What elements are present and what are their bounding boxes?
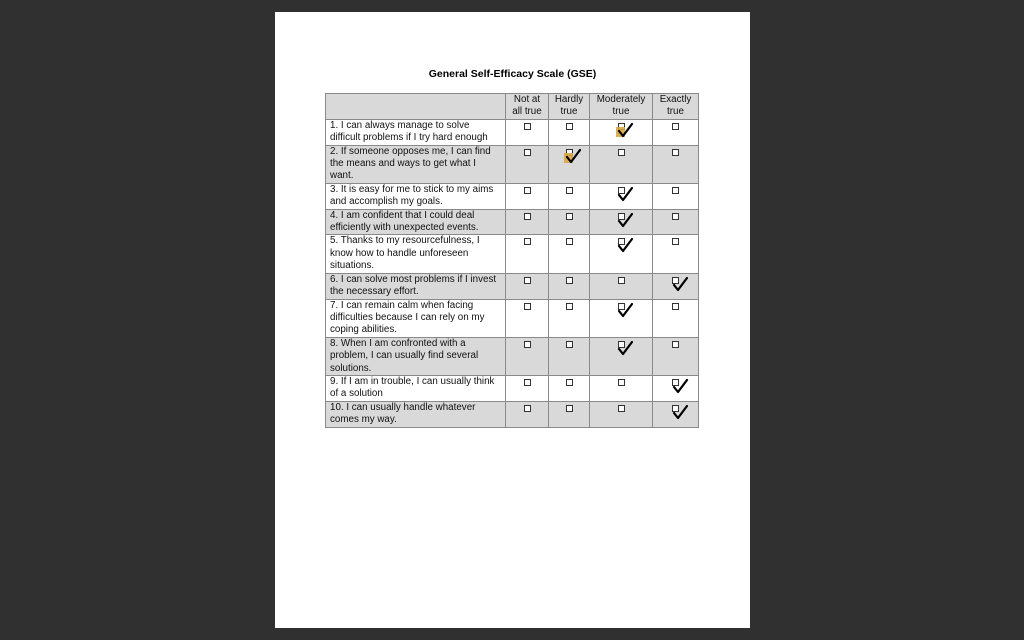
item-text: 7. I can remain calm when facing difficulties because I can rely on my coping abilities. (326, 299, 506, 337)
item-text: 2. If someone opposes me, I can find the means and ways to get what I want. (326, 145, 506, 183)
checkbox-icon[interactable] (524, 213, 531, 220)
option-cell-exactly-true[interactable] (653, 183, 699, 209)
checkbox-icon[interactable] (618, 123, 625, 130)
option-cell-not-at-all-true[interactable] (506, 375, 549, 401)
checkbox-icon[interactable] (672, 379, 679, 386)
checkbox-icon[interactable] (672, 238, 679, 245)
checkmark-icon (617, 186, 637, 202)
gse-table (325, 93, 699, 428)
checkbox-icon[interactable] (618, 379, 625, 386)
table-header-row (326, 94, 699, 120)
checkbox-icon[interactable] (566, 341, 573, 348)
checkbox-icon[interactable] (672, 341, 679, 348)
option-cell-exactly-true[interactable] (653, 401, 699, 427)
option-cell-moderately-true[interactable] (590, 183, 653, 209)
option-cell-moderately-true[interactable] (590, 337, 653, 375)
option-cell-moderately-true[interactable] (590, 273, 653, 299)
checkbox-icon[interactable] (672, 213, 679, 220)
option-cell-exactly-true[interactable] (653, 119, 699, 145)
checkbox-icon[interactable] (524, 187, 531, 194)
checkbox-icon[interactable] (524, 149, 531, 156)
option-cell-hardly-true[interactable] (549, 273, 590, 299)
checkbox-icon[interactable] (566, 379, 573, 386)
option-cell-not-at-all-true[interactable] (506, 299, 549, 337)
checkmark-icon (617, 122, 637, 138)
page-title: General Self-Efficacy Scale (GSE) (428, 68, 597, 80)
checkmark-icon (617, 212, 637, 228)
option-cell-moderately-true[interactable] (590, 209, 653, 235)
option-cell-hardly-true[interactable] (549, 375, 590, 401)
checkmark-icon (617, 340, 637, 356)
option-cell-exactly-true[interactable] (653, 235, 699, 273)
checkbox-icon[interactable] (672, 123, 679, 130)
header-item (326, 94, 506, 120)
header-not-at-all-true: Not at all true (506, 94, 549, 120)
item-text: 5. Thanks to my resourcefulness, I know how to handle unforeseen situations. (326, 235, 506, 273)
table-row (326, 273, 699, 299)
checkbox-icon[interactable] (618, 238, 625, 245)
checkbox-icon[interactable] (566, 123, 573, 130)
option-cell-hardly-true[interactable] (549, 209, 590, 235)
checkbox-icon[interactable] (524, 238, 531, 245)
option-cell-hardly-true[interactable] (549, 183, 590, 209)
option-cell-hardly-true[interactable] (549, 401, 590, 427)
checkmark-icon (672, 276, 692, 292)
item-text: 4. I am confident that I could deal efficiently with unexpected events. (326, 209, 506, 235)
item-text: 10. I can usually handle whatever comes my way. (326, 401, 506, 427)
option-cell-not-at-all-true[interactable] (506, 273, 549, 299)
header-moderately-true: Moderately true (590, 94, 653, 120)
checkbox-icon[interactable] (566, 303, 573, 310)
option-cell-not-at-all-true[interactable] (506, 235, 549, 273)
option-cell-exactly-true[interactable] (653, 299, 699, 337)
item-text: 9. If I am in trouble, I can usually think of a solution (326, 375, 506, 401)
table-row (326, 299, 699, 337)
checkbox-icon[interactable] (618, 149, 625, 156)
checkmark-icon (672, 378, 692, 394)
checkbox-icon[interactable] (672, 303, 679, 310)
option-cell-not-at-all-true[interactable] (506, 209, 549, 235)
checkbox-icon[interactable] (618, 303, 625, 310)
option-cell-not-at-all-true[interactable] (506, 401, 549, 427)
checkbox-icon[interactable] (566, 405, 573, 412)
option-cell-exactly-true[interactable] (653, 209, 699, 235)
table-row (326, 119, 699, 145)
checkbox-icon[interactable] (524, 405, 531, 412)
checkmark-icon (565, 148, 585, 164)
option-cell-hardly-true[interactable] (549, 337, 590, 375)
header-exactly-true: Exactly true (653, 94, 699, 120)
checkbox-icon[interactable] (566, 277, 573, 284)
item-text: 8. When I am confronted with a problem, I can usually find several solutions. (326, 337, 506, 375)
checkbox-icon[interactable] (672, 149, 679, 156)
table-row (326, 145, 699, 183)
option-cell-hardly-true[interactable] (549, 235, 590, 273)
option-cell-exactly-true[interactable] (653, 375, 699, 401)
option-cell-not-at-all-true[interactable] (506, 145, 549, 183)
checkbox-icon[interactable] (672, 405, 679, 412)
option-cell-hardly-true[interactable] (549, 299, 590, 337)
option-cell-moderately-true[interactable] (590, 375, 653, 401)
checkbox-icon[interactable] (566, 187, 573, 194)
table-body (326, 119, 699, 427)
item-text: 1. I can always manage to solve difficult problems if I try hard enough (326, 119, 506, 145)
checkbox-icon[interactable] (618, 405, 625, 412)
table-row (326, 183, 699, 209)
option-cell-hardly-true[interactable] (549, 119, 590, 145)
option-cell-moderately-true[interactable] (590, 119, 653, 145)
checkbox-icon[interactable] (672, 187, 679, 194)
option-cell-not-at-all-true[interactable] (506, 119, 549, 145)
header-hardly-true: Hardly true (549, 94, 590, 120)
checkmark-icon (672, 404, 692, 420)
table-row (326, 337, 699, 375)
checkbox-icon[interactable] (524, 277, 531, 284)
checkbox-icon[interactable] (566, 149, 573, 156)
document-page (275, 12, 750, 628)
checkbox-icon[interactable] (672, 277, 679, 284)
option-cell-hardly-true[interactable] (549, 145, 590, 183)
item-text: 3. It is easy for me to stick to my aims and accomplish my goals. (326, 183, 506, 209)
checkbox-icon[interactable] (524, 303, 531, 310)
checkbox-icon[interactable] (524, 123, 531, 130)
checkbox-icon[interactable] (618, 213, 625, 220)
option-cell-moderately-true[interactable] (590, 145, 653, 183)
table-row (326, 401, 699, 427)
table-row (326, 235, 699, 273)
checkbox-icon[interactable] (618, 277, 625, 284)
option-cell-moderately-true[interactable] (590, 235, 653, 273)
checkbox-icon[interactable] (566, 213, 573, 220)
option-cell-moderately-true[interactable] (590, 401, 653, 427)
checkmark-icon (617, 237, 637, 253)
option-cell-exactly-true[interactable] (653, 145, 699, 183)
table-row (326, 209, 699, 235)
table-row (326, 375, 699, 401)
checkbox-icon[interactable] (524, 379, 531, 386)
checkbox-icon[interactable] (618, 341, 625, 348)
option-cell-moderately-true[interactable] (590, 299, 653, 337)
checkbox-icon[interactable] (566, 238, 573, 245)
item-text: 6. I can solve most problems if I invest the necessary effort. (326, 273, 506, 299)
option-cell-not-at-all-true[interactable] (506, 337, 549, 375)
option-cell-not-at-all-true[interactable] (506, 183, 549, 209)
checkmark-icon (617, 302, 637, 318)
checkbox-icon[interactable] (524, 341, 531, 348)
checkbox-icon[interactable] (618, 187, 625, 194)
option-cell-exactly-true[interactable] (653, 273, 699, 299)
option-cell-exactly-true[interactable] (653, 337, 699, 375)
